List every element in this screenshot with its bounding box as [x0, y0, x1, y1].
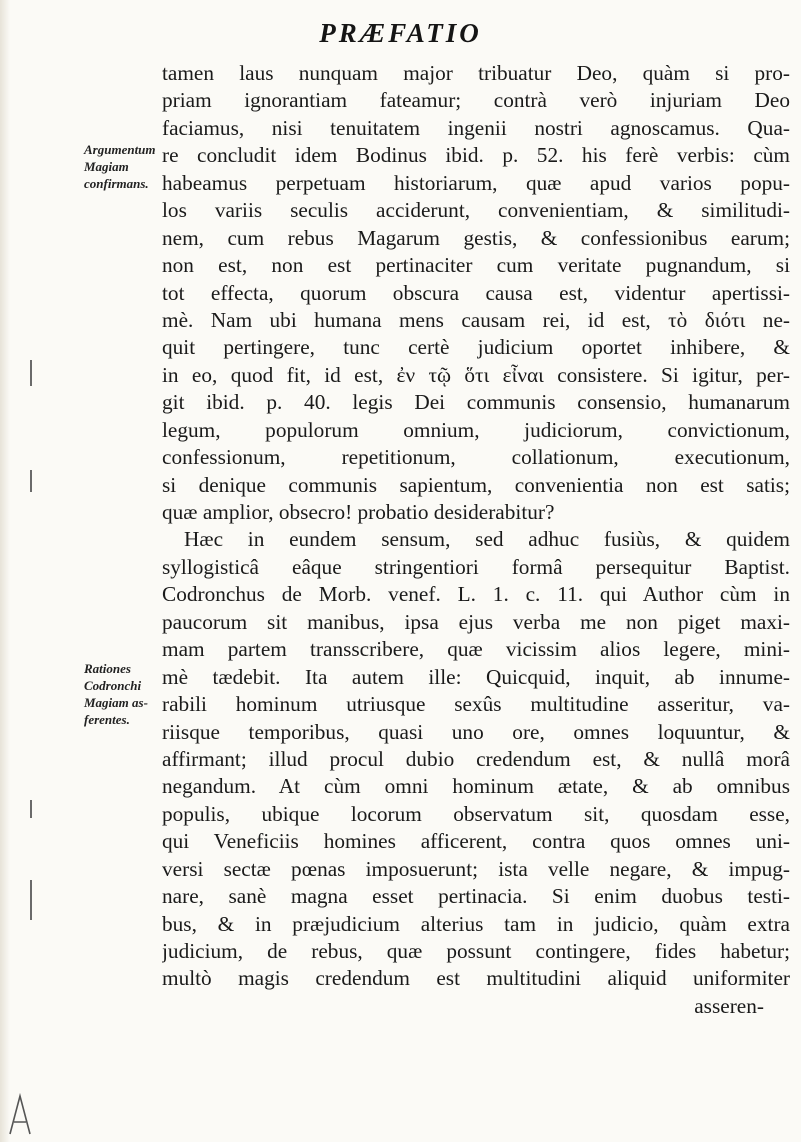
- edge-mark: [30, 800, 32, 818]
- text-line: mè tædebit. Ita autem ille: Quicquid, inquit, ab innume-: [162, 664, 790, 689]
- body-text: [162, 60, 790, 1020]
- text-line: habeamus perpetuam historiarum, quæ apud varios popu-: [162, 170, 790, 195]
- text-line: non est, non est pertinaciter cum veritate pugnandum, si: [162, 253, 790, 278]
- text-line: multò magis credendum est multitudini aliquid uniformiter: [162, 966, 790, 991]
- text-line: nare, sanè magna esset pertinacia. Si enim duobus testi-: [162, 884, 790, 909]
- text-line: affirmant; illud procul dubio credendum est, & nullâ morâ: [162, 746, 790, 771]
- corner-stamp-icon: [8, 1092, 32, 1136]
- text-line: paucorum sit manibus, ipsa ejus verba me non piget maxi-: [162, 609, 790, 634]
- text-line: los variis seculis acciderunt, convenientiam, & similitudi-: [162, 198, 790, 223]
- text-line: legum, populorum omnium, judiciorum, convictionum,: [162, 417, 790, 442]
- text-line: bus, & in præjudicium alterius tam in judicio, quàm extra: [162, 911, 790, 936]
- edge-mark: [30, 880, 32, 920]
- margin-note-line: Codronchi: [84, 678, 142, 693]
- margin-note-line: Rationes: [84, 661, 131, 676]
- margin-note-line: Argumentum: [84, 142, 156, 157]
- text-line: confessionum, repetitionum, collationum, executionum,: [162, 445, 790, 470]
- text-line: mè. Nam ubi humana mens causam rei, id est, τὸ διότι ne-: [162, 307, 790, 332]
- text-line: qui Veneficiis homines afficerent, contra quos omnes uni-: [162, 829, 790, 854]
- margin-note-line: ferentes.: [84, 712, 130, 727]
- text-line: tamen laus nunquam major tribuatur Deo, quàm si pro-: [162, 61, 790, 85]
- text-line: Hæc in eundem sensum, sed adhuc fusiùs, & quidem: [184, 527, 790, 552]
- margin-note-rationes: [84, 660, 156, 728]
- text-line: priam ignorantiam fateamur; contrà verò injuriam Deo: [162, 88, 790, 113]
- catchword: asseren-: [694, 993, 764, 1018]
- text-line: in eo, quod fit, id est, ἐν τῷ ὅτι εἶναι consistere. Si igitur, per-: [162, 362, 790, 387]
- text-line: quæ amplior, obsecro! probatio desiderabitur?: [162, 500, 555, 524]
- text-line: tot effecta, quorum obscura causa est, videntur apertissi-: [162, 280, 790, 305]
- text-line: mam partem transscribere, quæ vicissim alios legere, mini-: [162, 637, 790, 662]
- text-line: faciamus, nisi tenuitatem ingenii nostri agnoscamus. Qua-: [162, 115, 790, 140]
- text-line: si denique communis sapientum, convenientia non est satis;: [162, 472, 790, 497]
- text-line: Codronchus de Morb. venef. L. 1. c. 11. qui Author cùm in: [162, 582, 790, 607]
- margin-note-line: confirmans.: [84, 176, 149, 191]
- margin-note-line: Magiam: [84, 159, 129, 174]
- edge-mark: [30, 470, 32, 492]
- text-line: nem, cum rebus Magarum gestis, & confessionibus earum;: [162, 225, 790, 250]
- text-line: git ibid. p. 40. legis Dei communis consensio, humanarum: [162, 390, 790, 415]
- running-head: PRÆFATIO: [319, 18, 482, 48]
- text-line: versi sectæ pœnas imposuerunt; ista velle negare, & impug-: [162, 856, 790, 881]
- page-edge-shadow: [0, 0, 10, 1142]
- text-line: re concludit idem Bodinus ibid. p. 52. his ferè verbis: cùm: [162, 143, 790, 168]
- text-line: quit pertingere, tunc certè judicium oportet inhibere, &: [162, 335, 790, 360]
- text-line: negandum. At cùm omni hominum ætate, & ab omnibus: [162, 774, 790, 799]
- text-line: syllogisticâ eâque stringentiori formâ persequitur Baptist.: [162, 554, 790, 579]
- text-line: populis, ubique locorum observatum sit, quosdam esse,: [162, 801, 790, 826]
- edge-mark: [30, 360, 32, 386]
- margin-note-argumentum: [84, 141, 156, 192]
- text-line: rabili hominum utriusque sexûs multitudine asseritur, va-: [162, 692, 790, 717]
- text-line: judicium, de rebus, quæ possunt contingere, fides habetur;: [162, 939, 790, 963]
- text-line: riisque temporibus, quasi uno ore, omnes loquuntur, &: [162, 719, 790, 744]
- margin-note-line: Magiam as-: [84, 695, 148, 710]
